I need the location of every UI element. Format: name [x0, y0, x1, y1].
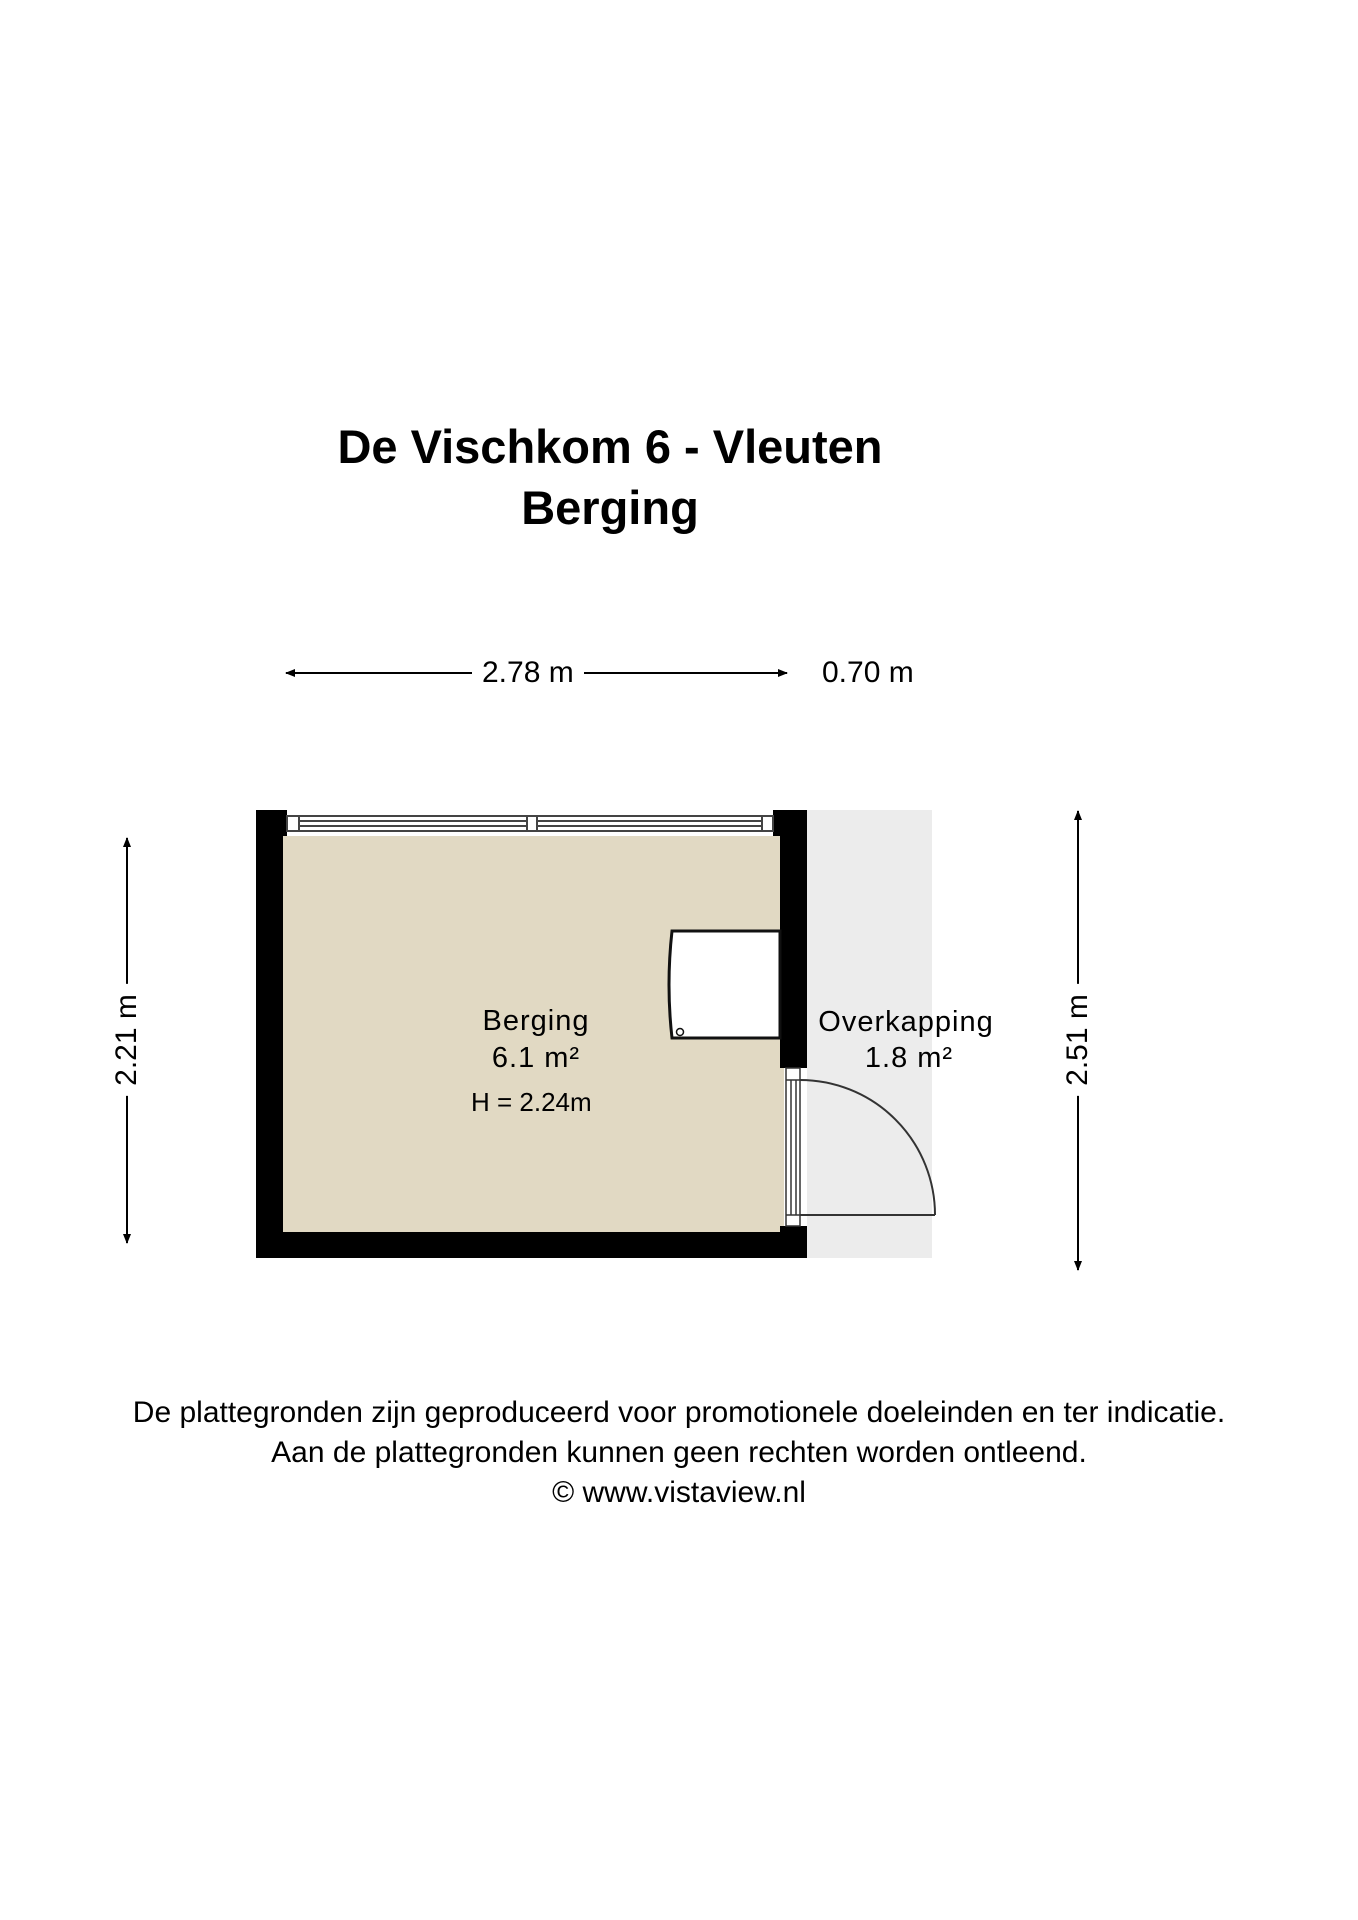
disclaimer-line-2: Aan de plattegronden kunnen geen rechten worden ontleend. — [271, 1436, 1087, 1469]
copyright-link[interactable]: © www.vistaview.nl — [552, 1476, 806, 1509]
dimension-label-width: 2.78 m — [472, 658, 584, 688]
page-title: De Vischkom 6 - Vleuten — [337, 420, 883, 473]
cabinet — [669, 931, 780, 1038]
page-subtitle: Berging — [521, 481, 699, 534]
dimension-label-right-height: 2.51 m — [1063, 984, 1093, 1096]
room-height-berging: H = 2.24m — [471, 1087, 592, 1117]
room-label-berging: Berging — [482, 1005, 590, 1037]
window-top — [287, 816, 773, 831]
dimension-label-left-height: 2.21 m — [112, 984, 142, 1096]
room-area-berging: 6.1 m² — [491, 1042, 581, 1074]
dimension-label-overkapping-width: 0.70 m — [812, 658, 924, 688]
room-area-overkapping: 1.8 m² — [864, 1042, 954, 1074]
room-label-overkapping: Overkapping — [818, 1006, 994, 1038]
disclaimer-line-1: De plattegronden zijn geproduceerd voor promotionele doeleinden en ter indicatie. — [132, 1396, 1226, 1429]
door-frame — [786, 1068, 800, 1226]
